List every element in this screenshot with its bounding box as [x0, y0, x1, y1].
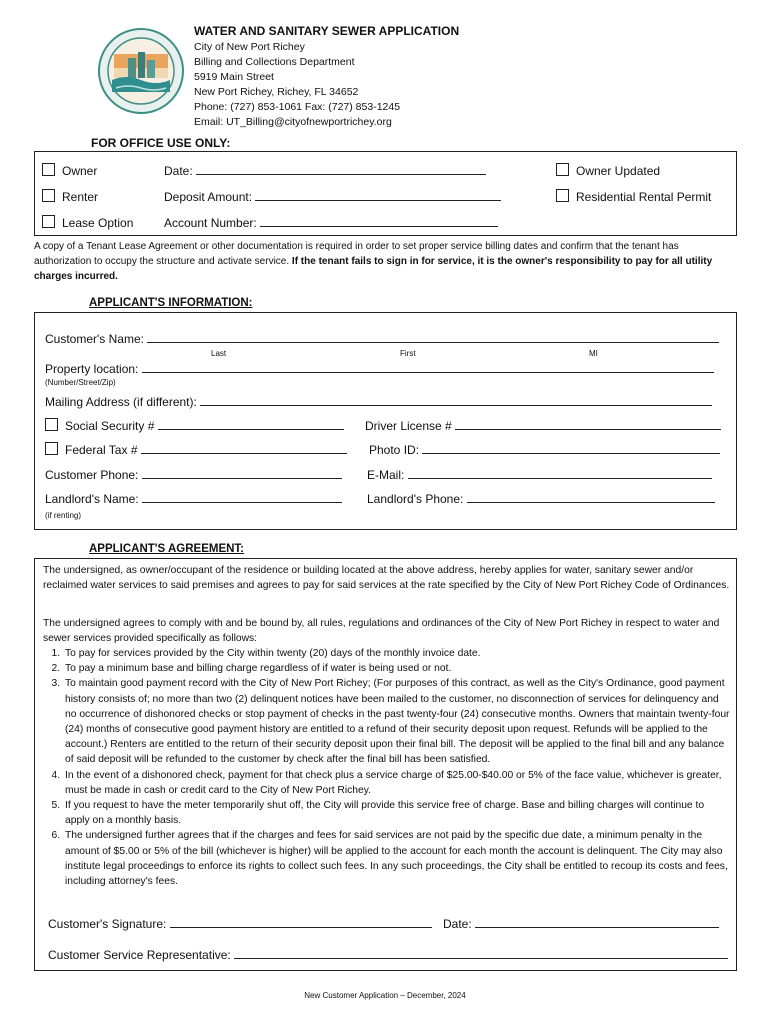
driver-license-label: Driver License #	[365, 419, 452, 433]
owner-option[interactable]	[42, 163, 97, 178]
photo-id-line[interactable]	[422, 442, 720, 454]
federal-tax-label: Federal Tax #	[65, 443, 138, 457]
city-name: City of New Port Richey	[194, 41, 305, 53]
property-location-field[interactable]	[45, 361, 714, 376]
last-name-caption: Last	[211, 349, 227, 358]
page-footer: New Customer Application – December, 2024	[304, 991, 466, 1000]
mailing-address-line[interactable]	[200, 394, 712, 406]
customer-name-line[interactable]	[147, 331, 719, 343]
tenant-notice-bold: If the tenant fails to sign in for service, it is the owner's responsibility to pay for all utility charges incurred.	[34, 256, 713, 282]
agreement-paragraph-2: The undersigned agrees to comply with and be bound by, all rules, regulations and ordinances of the City of New Port Richey in respect to water and sewer services provided specifically as follows:	[43, 618, 720, 645]
customer-signature-label: Customer's Signature:	[48, 917, 167, 931]
email-label: E-Mail:	[367, 468, 405, 482]
department: Billing and Collections Department	[194, 56, 355, 68]
tenant-notice-text: A copy of a Tenant Lease Agreement or other documentation is required in order to set proper service billing dates and confirm that the tenant has authorization to occupy the structure and activate service.	[34, 241, 679, 267]
owner-updated-checkbox[interactable]	[556, 163, 569, 176]
office-date-line[interactable]	[196, 163, 486, 175]
agreement-term-1: 1. To pay for services provided by the City within twenty (20) days of the monthly invoice date.	[63, 646, 731, 661]
social-security-field[interactable]	[45, 418, 344, 433]
mailing-address-label: Mailing Address (if different):	[45, 395, 197, 409]
customer-name-label: Customer's Name:	[45, 332, 144, 346]
owner-updated-label: Owner Updated	[576, 164, 661, 178]
agreement-paragraph-1: The undersigned, as owner/occupant of the residence or building located at the above address, hereby applies for water, sanitary sewer and/or reclaimed water services to said premises and agrees to pay for said services at the rate specified by the City of New Port Richey Code of Ordinances.	[43, 565, 730, 592]
lease-option[interactable]	[42, 215, 133, 230]
office-date-label: Date:	[164, 164, 193, 178]
landlord-phone-field[interactable]	[367, 491, 715, 506]
deposit-amount-field[interactable]	[164, 189, 501, 204]
customer-signature-line[interactable]	[170, 916, 432, 928]
account-number-label: Account Number:	[164, 216, 257, 230]
driver-license-field[interactable]	[365, 418, 721, 433]
agreement-term-4: 4. In the event of a dishonored check, payment for that check plus a service charge of $25.00-$40.00 or 5% of the face value, whichever is greater, must be made in cash or credit card to the City of New Port Richey.	[63, 768, 731, 798]
phone-fax: Phone: (727) 853-1061 Fax: (727) 853-1245	[194, 101, 401, 113]
lease-option-label: Lease Option	[62, 216, 134, 230]
first-name-caption: First	[400, 349, 416, 358]
representative-label: Customer Service Representative:	[48, 948, 231, 962]
social-security-checkbox[interactable]	[45, 418, 58, 431]
owner-updated-option[interactable]	[556, 163, 660, 178]
tenant-notice	[34, 239, 730, 284]
street-address: 5919 Main Street	[194, 71, 274, 83]
office-date-field[interactable]	[164, 163, 486, 178]
agreement-title: APPLICANT'S AGREEMENT:	[89, 543, 245, 555]
middle-initial-caption: MI	[589, 349, 598, 358]
representative-field[interactable]	[48, 947, 728, 962]
signature-date-line[interactable]	[475, 916, 719, 928]
mailing-address-field[interactable]	[45, 394, 712, 409]
applicant-info-title: APPLICANT'S INFORMATION:	[89, 297, 253, 309]
deposit-amount-label: Deposit Amount:	[164, 190, 253, 204]
driver-license-line[interactable]	[455, 418, 721, 430]
renter-option[interactable]	[42, 189, 98, 204]
customer-phone-line[interactable]	[142, 467, 342, 479]
landlord-name-line[interactable]	[142, 491, 342, 503]
email-line[interactable]	[408, 467, 712, 479]
rental-permit-option[interactable]	[556, 189, 711, 204]
lease-option-checkbox[interactable]	[42, 215, 55, 228]
agreement-term-6: 6. The undersigned further agrees that if the charges and fees for said services are not paid by the specific due date, a minimum penalty in the amount of $5.00 or 5% of the bill (whichever is higher) will be applied to the account for each month the account is delinquent. The City may also institute legal proceedings to enforce its rights to collect such fees. In any such proceedings, the City shall be entitled to recoup its costs and fees, including attorney's fees.	[63, 828, 731, 889]
customer-name-field[interactable]	[45, 331, 719, 346]
account-number-field[interactable]	[164, 215, 498, 230]
landlord-phone-label: Landlord's Phone:	[367, 492, 464, 506]
agreement-term-2: 2. To pay a minimum base and billing charge regardless of if water is being used or not.	[63, 661, 731, 676]
landlord-phone-line[interactable]	[467, 491, 715, 503]
form-title: WATER AND SANITARY SEWER APPLICATION	[194, 24, 460, 38]
contact-email: Email: UT_Billing@cityofnewportrichey.org	[194, 116, 392, 128]
city-seal-logo	[98, 28, 184, 114]
landlord-name-field[interactable]	[45, 491, 342, 506]
agreement-term-3: 3. To maintain good payment record with the City of New Port Richey; (For purposes of this contract, as well as the City's Ordinance, good payment history consists of; no more than two (2) delinquent notices have been mailed to the customer, no disconnection of services for delinquency and no occurrence of dishonored checks or stop payment of checks in the past twenty-four (24) consecutive months. Owners that maintain twenty-four (24) months of consecutive good payment history are entitled to a refund of their security deposit upon request. Refunds will be applied to the account.) Renters are entitled to the return of their security deposit upon their final bill. The deposit will be applied to the final bill and any balance of said deposit will be refunded to the customer by check after the final bill has been satisfied.	[63, 676, 731, 767]
signature-date-field[interactable]	[443, 916, 719, 931]
owner-label: Owner	[62, 164, 98, 178]
owner-checkbox[interactable]	[42, 163, 55, 176]
account-number-line[interactable]	[260, 215, 498, 227]
social-security-label: Social Security #	[65, 419, 155, 433]
rental-permit-checkbox[interactable]	[556, 189, 569, 202]
city-state-zip: New Port Richey, Richey, FL 34652	[194, 86, 359, 98]
representative-line[interactable]	[234, 947, 728, 959]
renter-label: Renter	[62, 190, 99, 204]
property-hint: (Number/Street/Zip)	[45, 378, 116, 387]
deposit-amount-line[interactable]	[255, 189, 501, 201]
photo-id-label: Photo ID:	[369, 443, 420, 457]
landlord-name-label: Landlord's Name:	[45, 492, 139, 506]
email-field[interactable]	[367, 467, 712, 482]
photo-id-field[interactable]	[369, 442, 720, 457]
federal-tax-field[interactable]	[45, 442, 347, 457]
federal-tax-line[interactable]	[141, 442, 347, 454]
agreement-term-5: 5. If you request to have the meter temporarily shut off, the City will provide this service free of charge. Base and billing charges will continue to apply on a monthly basis.	[63, 798, 731, 828]
customer-phone-field[interactable]	[45, 467, 342, 482]
office-use-title: FOR OFFICE USE ONLY:	[91, 136, 231, 150]
social-security-line[interactable]	[158, 418, 344, 430]
property-location-label: Property location:	[45, 362, 139, 376]
rental-permit-label: Residential Rental Permit	[576, 190, 712, 204]
property-location-line[interactable]	[142, 361, 714, 373]
customer-phone-label: Customer Phone:	[45, 468, 139, 482]
if-renting-hint: (if renting)	[45, 511, 82, 520]
renter-checkbox[interactable]	[42, 189, 55, 202]
customer-signature-field[interactable]	[48, 916, 432, 931]
federal-tax-checkbox[interactable]	[45, 442, 58, 455]
agreement-terms-list	[43, 646, 731, 889]
signature-date-label: Date:	[443, 917, 472, 931]
